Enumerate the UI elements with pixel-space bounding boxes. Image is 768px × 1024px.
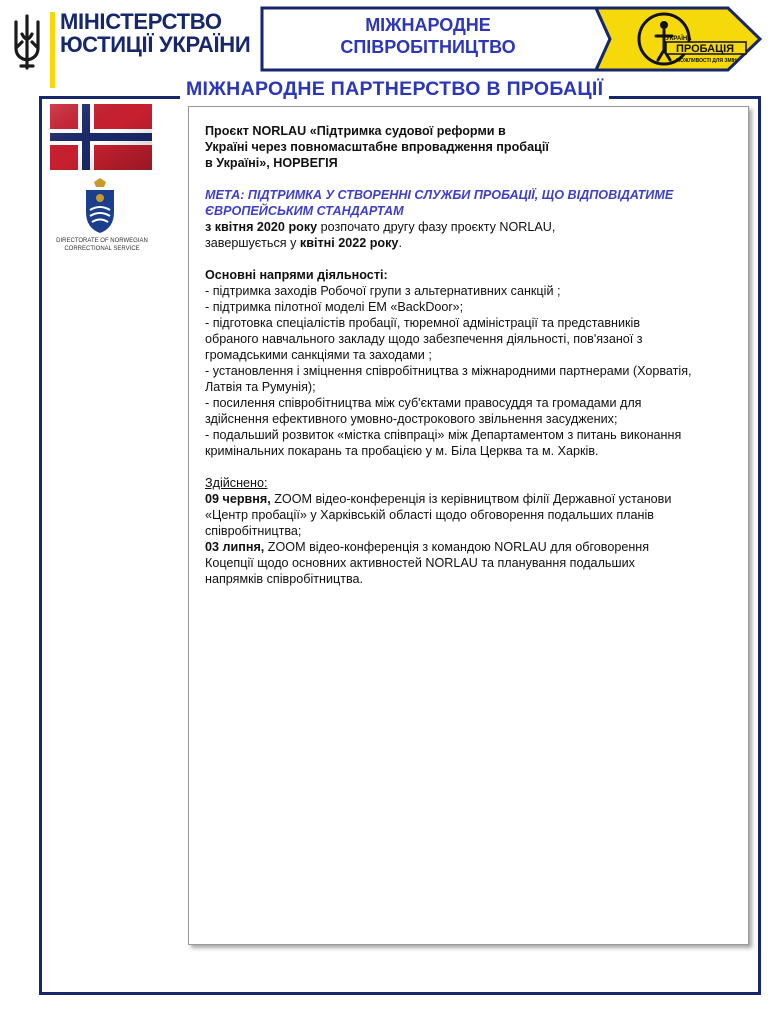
ministry-name-line2: ЮСТИЦІЇ УКРАЇНИ [60, 32, 251, 57]
event1-text: ZOOM відео-конференція із керівництвом філії Державної установи [270, 492, 672, 506]
event2-line3: напрямків співробітництва. [205, 572, 364, 586]
direction-line: громадськими санкціями та заходами ; [205, 348, 432, 362]
goal-line1: МЕТА: ПІДТРИМКА У СТВОРЕННІ СЛУЖБИ ПРОБАЦІЇ, ЩО ВІДПОВІДАТИМЕ [205, 188, 674, 202]
direction-line: - установлення і зміцнення співробітництва з міжнародними партнерами (Хорватія, [205, 364, 692, 378]
event2-text: ZOOM відео-конференція з командою NORLAU для обговорення [264, 540, 650, 554]
section-title: МІЖНАРОДНЕ ПАРТНЕРСТВО В ПРОБАЦІЇ [180, 78, 609, 101]
phase-start [205, 219, 740, 235]
direction-line: - підтримка заходів Робочої групи з альтернативних санкцій ; [205, 284, 561, 298]
direction-line: Латвія та Румунія); [205, 380, 316, 394]
event2-date: 03 липня, [205, 540, 265, 554]
yellow-divider [50, 12, 55, 88]
banner-title [260, 14, 596, 58]
direction-line: здійснення ефективного умовно-дострокового звільнення засуджених; [205, 412, 618, 426]
direction-line: - подальший розвиток «містка співпраці» між Департаментом з питань виконання [205, 428, 682, 442]
ministry-name [60, 10, 250, 56]
directorate-crest-icon [80, 178, 120, 234]
phase-end-period: . [398, 236, 402, 250]
trident-icon [10, 14, 44, 72]
direction-line: - посилення співробітництва між суб'єктами правосуддя та громадами для [205, 396, 642, 410]
direction-line: - підготовка спеціалістів пробації, тюремної адміністрації та представників [205, 316, 641, 330]
project-title-line3: в Україні», НОРВЕГІЯ [205, 156, 338, 170]
project-title-line1: Проєкт NORLAU «Підтримка судової реформи в [205, 124, 506, 138]
goal-line2: ЄВРОПЕЙСЬКИМ СТАНДАРТАМ [205, 204, 404, 218]
event2-line1 [205, 539, 740, 555]
direction-line: обраного навчального закладу щодо забезпечення діяльності, пов'язаної з [205, 332, 643, 346]
direction-line: кримінальних покарань та пробацією у м. Біла Церква та м. Харків. [205, 444, 599, 458]
directorate-caption [46, 237, 158, 253]
header-banner [260, 6, 765, 72]
logo-text-line3: МОЖЛИВОСТІ ДЛЯ ЗМІН [676, 58, 737, 64]
directorate-caption-line1: DIRECTORATE OF NORWEGIAN [56, 238, 148, 244]
banner-title-line2: СПІВРОБІТНИЦТВО [340, 37, 516, 57]
banner-title-line1: МІЖНАРОДНЕ [365, 15, 491, 35]
probation-logo-icon [632, 10, 750, 68]
ministry-name-line1: МІНІСТЕРСТВО [60, 9, 222, 34]
document-content [205, 123, 740, 587]
norway-flag-icon [50, 104, 152, 170]
logo-text-line1: УКРАЇНА [666, 36, 692, 42]
phase-end [205, 235, 740, 251]
phase-end-text: завершується у [205, 236, 300, 250]
ministry-logo [8, 8, 258, 78]
event1-line1 [205, 491, 740, 507]
done-heading: Здійснено: [205, 476, 268, 490]
direction-line: - підтримка пілотної моделі ЕМ «BackDoor»; [205, 300, 464, 314]
directorate-caption-line2: CORRECTIONAL SERVICE [64, 246, 140, 252]
event2-line2: Коцепції щодо основних активностей NORLAU та планування подальших [205, 556, 635, 570]
project-title-line2: Україні через повномасштабне впровадження пробації [205, 140, 549, 154]
phase-end-date: квітні 2022 року [299, 236, 399, 250]
phase-start-text: розпочато другу фазу проєкту NORLAU, [317, 220, 556, 234]
event1-line2: «Центр пробації» у Харківській області щодо обговорення подальших планів [205, 508, 654, 522]
event1-date: 09 червня, [205, 492, 271, 506]
event1-line3: співробітництва; [205, 524, 302, 538]
phase-start-date: з квітня 2020 року [205, 220, 318, 234]
document-panel [188, 106, 749, 945]
directions-heading: Основні напрями діяльності: [205, 268, 388, 282]
logo-text-line2: ПРОБАЦІЯ [676, 43, 735, 55]
